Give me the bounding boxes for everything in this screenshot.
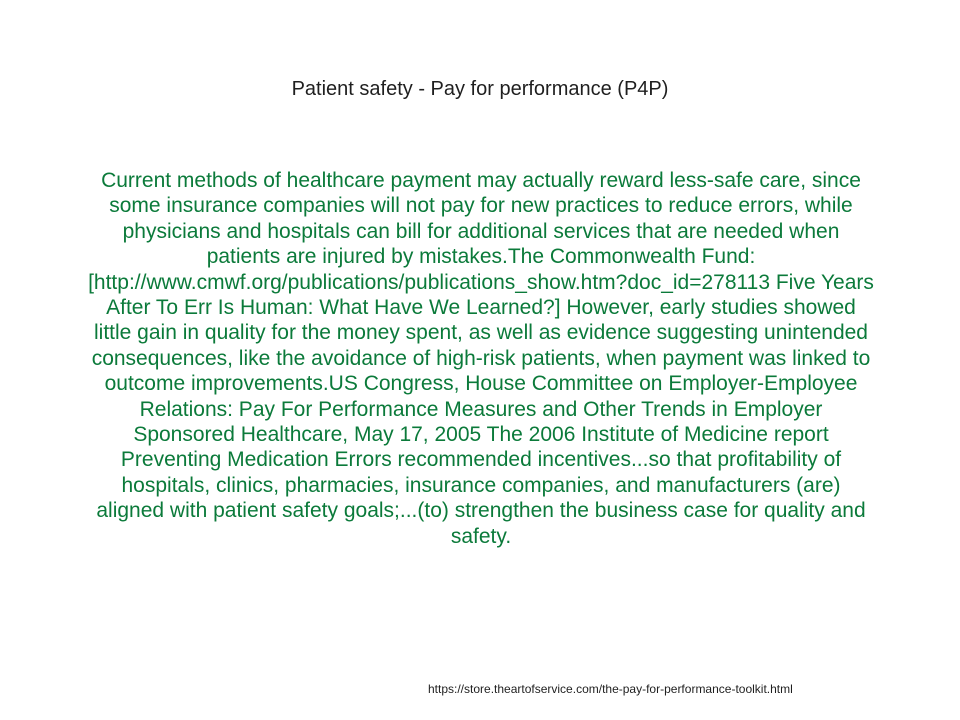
slide-title: Patient safety - Pay for performance (P4P) (291, 78, 669, 100)
footer-url[interactable]: https://store.theartofservice.com/the-pay-for-performance-toolkit.html (428, 682, 793, 696)
slide-body-text: Current methods of healthcare payment may actually reward less-safe care, since some insurance companies will not pay for new practices to reduce errors, while physicians and hospitals can bill for additional services that are needed when patients are injured by mistakes.The Commonwealth Fund: [http://www.cmwf.org/publications/publications_show.htm?doc_id=278113 Five Years After To Err Is Human: What Have We Learned?] However, early studies showed little gain in quality for the money spent, as well as evidence suggesting unintended consequences, like the avoidance of high-risk patients, when payment was linked to outcome improvements.US Congress, House Committee on Employer-Employee Relations: Pay For Performance Measures and Other Trends in Employer Sponsored Healthcare, May 17, 2005 The 2006 Institute of Medicine report Preventing Medication Errors recommended incentives...so that profitability of hospitals, clinics, pharmacies, insurance companies, and manufacturers (are) aligned with patient safety goals;...(to) strengthen the business case for quality and safety. (88, 169, 874, 548)
